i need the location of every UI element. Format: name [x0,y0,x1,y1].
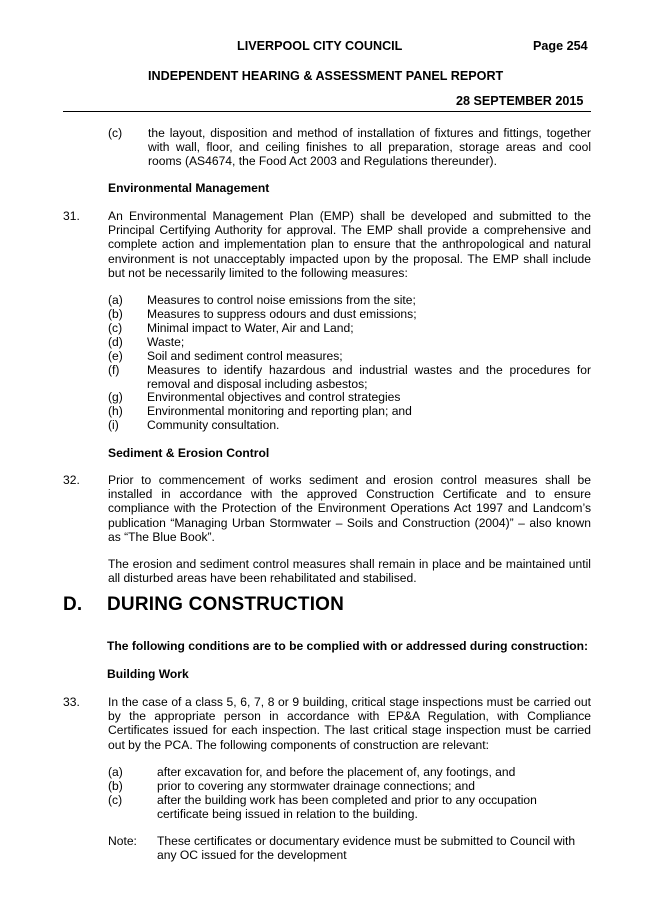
list-item-text: prior to covering any stormwater drainage connections; and [157,779,475,793]
list-item-text: Measures to suppress odours and dust emissions; [147,307,417,321]
list-item-text: after the building work has been completed and prior to any occupation certificate being issued in relation to the building. [157,793,537,822]
list-label: (d) [108,335,123,349]
list-item-text: Minimal impact to Water, Air and Land; [147,321,354,335]
condition-text: In the case of a class 5, 6, 7, 8 or 9 building, critical stage inspections must be carried out by the appropriate person in accordance with EP&A Regulation, with Compliance Certificates issued for each inspection. The last critical stage inspection must be carried out by the PCA. The following components of construction are relevant: [108,695,591,752]
list-item-text: Waste; [147,335,185,349]
list-label: (c) [108,321,123,335]
council-name: LIVERPOOL CITY COUNCIL [237,39,403,53]
list-label: (a) [108,293,123,307]
list-label: (b) [108,779,123,793]
list-item-text: Measures to control noise emissions from the site; [147,293,416,307]
condition-number: 31. [63,209,80,223]
condition-text: Prior to commencement of works sediment and erosion control measures shall be installed in accordance with the approved Construction Certificate and to ensure compliance with the Protection of the Environment Operations Act 1997 and Landcom’s publication “Managing Urban Stormwater – Soils and Construction (2004)” – also known as “The Blue Book”. [108,473,591,544]
condition-text-continued: The erosion and sediment control measures shall remain in place and be maintained until all disturbed areas have been rehabilitated and stabilised. [108,557,591,586]
list-label: (e) [108,349,123,363]
list-label: (c) [108,793,123,807]
list-label: (c) [108,126,123,140]
list-label: (h) [108,404,123,418]
list-item-text: Environmental monitoring and reporting plan; and [147,404,412,418]
section-intro: The following conditions are to be complied with or addressed during construction: [107,639,589,653]
list-item-text: Environmental objectives and control strategies [147,390,401,404]
list-item-text: Soil and sediment control measures; [147,349,343,363]
section-letter: D. [63,594,83,615]
header-rule [63,111,591,112]
report-date: 28 SEPTEMBER 2015 [456,94,584,108]
condition-text: An Environmental Management Plan (EMP) shall be developed and submitted to the Principal Certifying Authority for approval. The EMP shall provide a comprehensive and complete action and implementation plan to ensure that the anthropological and natural environment is not unacceptably impacted upon by the proposal. The EMP shall include but not be necessarily limited to the following measures: [108,209,591,280]
list-label: (i) [108,418,119,432]
list-item-text: after excavation for, and before the placement of, any footings, and [157,765,516,779]
section-heading-environmental: Environmental Management [108,181,270,195]
subheading-building-work: Building Work [107,667,189,681]
condition-number: 33. [63,695,80,709]
list-item-text: the layout, disposition and method of installation of fixtures and fittings, together with wall, floor, and ceiling finishes to all preparation, storage areas and cool rooms (AS4674, the Food Act 2003 and Regulations thereunder). [148,126,591,169]
section-heading-sediment: Sediment & Erosion Control [108,446,270,460]
report-title: INDEPENDENT HEARING & ASSESSMENT PANEL REPORT [148,69,504,83]
condition-number: 32. [63,473,80,487]
list-item-text: Community consultation. [147,418,280,432]
list-label: (g) [108,390,123,404]
page-number: Page 254 [533,39,588,53]
note-text: These certificates or documentary evidence must be submitted to Council with any OC issued for the development [157,834,576,863]
section-title: DURING CONSTRUCTION [107,594,345,615]
list-item-text: Measures to identify hazardous and industrial wastes and the procedures for removal and disposal including asbestos; [147,363,591,392]
list-label: (a) [108,765,123,779]
list-label: (f) [108,363,120,377]
note-label: Note: [108,834,137,848]
list-label: (b) [108,307,123,321]
